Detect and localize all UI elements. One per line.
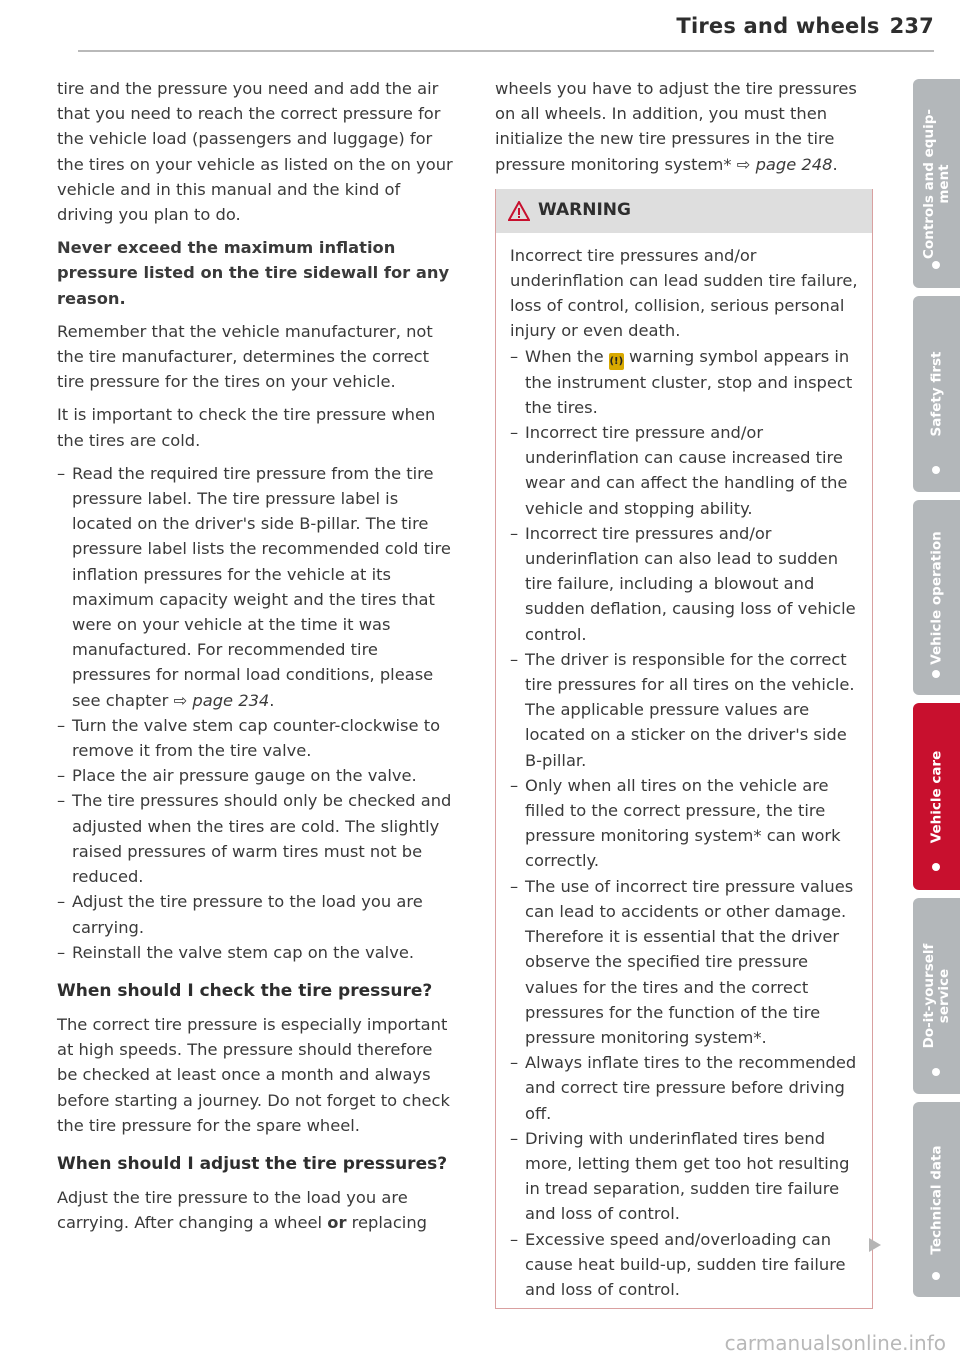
- page-link[interactable]: ⇨ page 234: [173, 690, 270, 710]
- tab-dot: [932, 1068, 940, 1076]
- warning-list: [510, 344, 860, 1303]
- tab-do-it-yourself-service[interactable]: Do-it-yourself service: [913, 898, 960, 1094]
- right-column: [495, 76, 875, 1309]
- list-item: – Read the required tire pressure from the tire pressure label. The tire pressure label is located on the driver's side B-pillar. The tire pressure label lists the recommended cold tire inflation pressures for the vehicle at its maximum capacity weight and the tires that were on your vehicle at the time it was manufactured. For recommended tire pressures for normal load conditions, please see chapter ⇨ page 234.: [57, 461, 455, 713]
- list-item: – Always inflate tires to the recommended and correct tire pressure before driving off.: [510, 1050, 860, 1126]
- list-item: – Place the air pressure gauge on the valve.: [57, 763, 455, 788]
- paragraph: It is important to check the tire pressure when the tires are cold.: [57, 405, 436, 450]
- list-item: – When the (!) warning symbol appears in the instrument cluster, stop and inspect the tires.: [510, 344, 860, 420]
- warning-box: [495, 189, 873, 1309]
- chapter-title: Tires and wheels: [676, 14, 880, 38]
- warning-lead: Incorrect tire pressures and/or underinflation can lead sudden tire failure, loss of control, collision, serious personal injury or even death.: [510, 245, 858, 341]
- running-head: [676, 14, 934, 38]
- intro-paragraph: tire and the pressure you need and add the air that you need to reach the correct pressure for the vehicle load (passengers and luggage) for the tires on your vehicle as listed on the on your vehicle and in this manual and the kind of driving you plan to do.: [57, 79, 453, 225]
- list-item: – Adjust the tire pressure to the load you are carrying.: [57, 889, 455, 939]
- section-heading: When should I adjust the tire pressures?: [57, 1153, 448, 1174]
- tab-dot: [932, 1272, 940, 1280]
- list-item: – Reinstall the valve stem cap on the valve.: [57, 940, 455, 965]
- paragraph: The correct tire pressure is especially important at high speeds. The pressure should therefore be checked at least once a month and always before starting a journey. Do not forget to check the tire pressure for the spare wheel.: [57, 1014, 450, 1135]
- tab-safety-first[interactable]: Safety first: [913, 296, 960, 492]
- step-list: [57, 461, 455, 965]
- warning-triangle-icon: [508, 201, 530, 221]
- tab-controls-and-equipment[interactable]: Controls and equip- ment: [913, 79, 960, 288]
- left-column: [57, 76, 455, 1243]
- tab-dot: [932, 863, 940, 871]
- tab-vehicle-operation[interactable]: Vehicle operation: [913, 500, 960, 695]
- warning-title: WARNING: [538, 200, 631, 221]
- intro-paragraph: wheels you have to adjust the tire pressures on all wheels. In addition, you must then initialize the new tire pressures in the tire pressure monitoring system* ⇨ page 248.: [495, 79, 857, 174]
- paragraph: Adjust the tire pressure to the load you are carrying. After changing a wheel or replacing: [57, 1187, 427, 1233]
- section-heading: When should I check the tire pressure?: [57, 980, 433, 1001]
- tab-vehicle-care[interactable]: Vehicle care: [913, 703, 960, 890]
- list-item: – Driving with underinflated tires bend more, letting them get too hot resulting in tread separation, sudden tire failure and loss of control.: [510, 1126, 860, 1227]
- tab-dot: [932, 261, 940, 269]
- watermark: carmanualsonline.info: [724, 1331, 946, 1355]
- list-item: – The use of incorrect tire pressure values can lead to accidents or other damage. Therefore it is essential that the driver observe the specified tire pressure values for the tires and the correct pressures for the function of the tire pressure monitoring system*.: [510, 874, 860, 1050]
- warning-header: [496, 189, 872, 233]
- list-item: – The driver is responsible for the correct tire pressures for all tires on the vehicle. The applicable pressure values are located on a sticker on the driver's side B-pillar.: [510, 647, 860, 773]
- list-item: – Incorrect tire pressure and/or underinflation can cause increased tire wear and can affect the handling of the vehicle and stopping ability.: [510, 420, 860, 521]
- tab-dot: [932, 466, 940, 474]
- list-item: – Incorrect tire pressures and/or underinflation can also lead to sudden tire failure, including a blowout and sudden deflation, causing loss of vehicle control.: [510, 521, 860, 647]
- continue-arrow-icon: [869, 1238, 881, 1252]
- tire-pressure-warning-icon: (!): [609, 353, 624, 370]
- bold-note: Never exceed the maximum inflation pressure listed on the tire sidewall for any reason.: [57, 238, 450, 308]
- list-item: – The tire pressures should only be checked and adjusted when the tires are cold. The slightly raised pressures of warm tires must not be reduced.: [57, 788, 455, 889]
- list-item: – Turn the valve stem cap counter-clockwise to remove it from the tire valve.: [57, 713, 455, 763]
- header-rule: [78, 50, 934, 52]
- list-item: – Only when all tires on the vehicle are filled to the correct pressure, the tire pressure monitoring system* can work correctly.: [510, 773, 860, 874]
- list-item: – Excessive speed and/overloading can cause heat build-up, sudden tire failure and loss of control.: [510, 1227, 860, 1303]
- page-number: 237: [889, 14, 934, 38]
- tab-technical-data[interactable]: Technical data: [913, 1102, 960, 1297]
- tab-dot: [932, 670, 940, 678]
- page-link[interactable]: ⇨ page 248: [736, 154, 833, 174]
- paragraph: Remember that the vehicle manufacturer, not the tire manufacturer, determines the correct tire pressure for the tires on your vehicle.: [57, 321, 433, 392]
- warning-body: [496, 233, 872, 1308]
